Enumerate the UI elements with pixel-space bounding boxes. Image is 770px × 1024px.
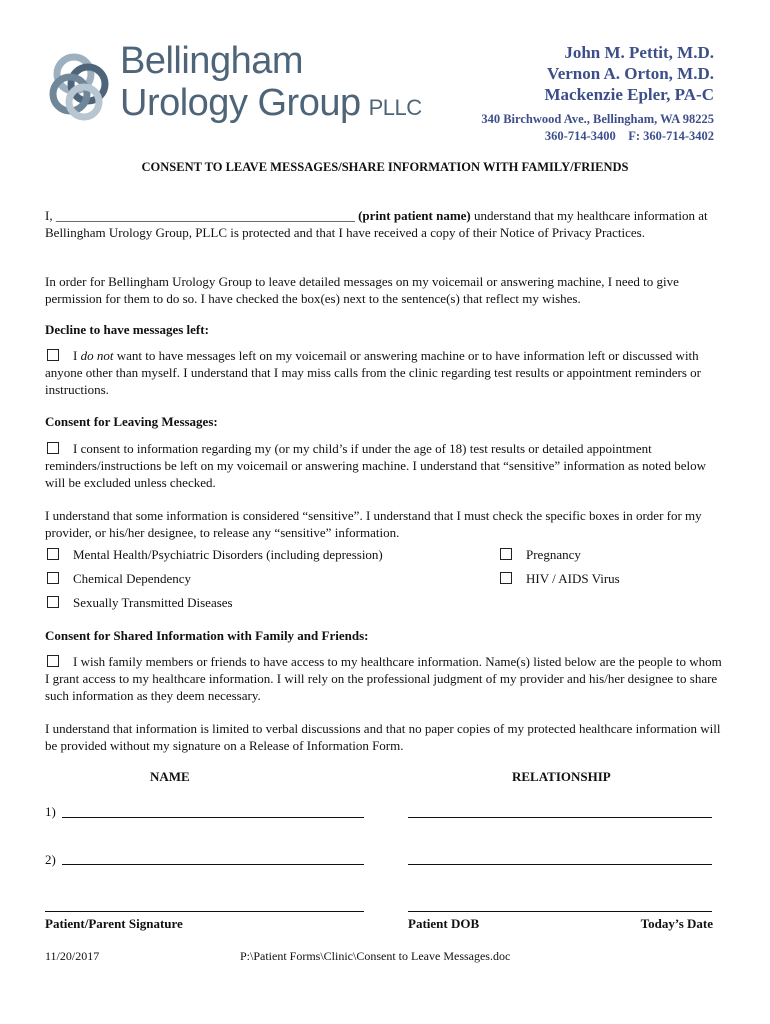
option-mental-health	[45, 546, 383, 563]
todays-date-label: Today’s Date	[640, 916, 713, 931]
row-2-relationship-field[interactable]	[408, 864, 712, 865]
mental-health-label: Mental Health/Psychiatric Disorders (including depression)	[73, 547, 383, 562]
shared-paragraph	[45, 653, 725, 704]
logo-pllc: PLLC	[368, 95, 422, 120]
sensitive-paragraph: I understand that some information is considered “sensitive”. I understand that I must check the specific boxes in order for my provider, or his/her designee, to release any “sensitive” information.	[45, 508, 702, 540]
document-title: CONSENT TO LEAVE MESSAGES/SHARE INFORMATION WITH FAMILY/FRIENDS	[141, 160, 629, 174]
row-1-name-field[interactable]	[62, 817, 364, 818]
consent-heading: Consent for Leaving Messages:	[45, 414, 218, 429]
intro-bold: (print patient name)	[354, 208, 471, 223]
hiv-checkbox[interactable]	[500, 572, 512, 584]
option-chemical	[45, 570, 191, 587]
logo-group: Urology Group	[120, 82, 361, 124]
hiv-label: HIV / AIDS Virus	[526, 571, 620, 586]
row-1-label: 1)	[45, 804, 56, 819]
decline-checkbox[interactable]	[47, 349, 59, 361]
chemical-checkbox[interactable]	[47, 572, 59, 584]
consent-checkbox[interactable]	[47, 442, 59, 454]
option-hiv	[498, 570, 620, 587]
option-std	[45, 594, 233, 611]
row-2-name-field[interactable]	[62, 864, 364, 865]
decline-text-a: I	[73, 348, 81, 363]
decline-paragraph	[45, 347, 725, 398]
dob-date-field[interactable]	[408, 911, 712, 912]
pregnancy-label: Pregnancy	[526, 547, 581, 562]
shared-heading: Consent for Shared Information with Family and Friends:	[45, 628, 369, 643]
decline-text-b: want to have messages left on my voicemail or answering machine or to have information left or discussed with anyone other than myself. I understand that I may miss calls from the clinic regarding test results or appointment reminders or instructions.	[45, 348, 701, 397]
pregnancy-checkbox[interactable]	[500, 548, 512, 560]
signature-label: Patient/Parent Signature	[45, 916, 183, 931]
shared-text: I wish family members or friends to have access to my healthcare information. Name(s) listed below are the people to whom I grant access to my healthcare information. I will rely on the professional judgment of my provider and his/her designee to share such information as they deem necessary.	[45, 654, 722, 703]
relationship-header: RELATIONSHIP	[512, 769, 611, 784]
option-pregnancy	[498, 546, 581, 563]
mental-health-checkbox[interactable]	[47, 548, 59, 560]
logo-rings-icon	[44, 40, 120, 136]
patient-name-field[interactable]: ______________________________________________	[55, 208, 355, 223]
clinic-phone: 360-714-3400 F: 360-714-3402	[544, 129, 714, 143]
signature-field[interactable]	[45, 911, 364, 912]
name-header: NAME	[150, 769, 190, 784]
intro-rest: understand that my healthcare information at Bellingham Urology Group, PLLC is protected and that I have received a copy of their Notice of Privacy Practices.	[45, 208, 708, 240]
limited-paragraph: I understand that information is limited to verbal discussions and that no paper copies of my protected healthcare information will be provided without my signature on a Release of Information Form.	[45, 721, 721, 753]
decline-heading: Decline to have messages left:	[45, 322, 209, 337]
logo	[44, 40, 422, 136]
footer-path: P:\Patient Forms\Clinic\Consent to Leave Messages.doc	[240, 949, 511, 963]
logo-line-1: Bellingham	[120, 40, 303, 82]
provider-block	[481, 42, 714, 145]
intro-prefix: I,	[45, 208, 56, 223]
consent-text: I consent to information regarding my (or my child’s if under the age of 18) test results or detailed appointment reminders/instructions be left on my voicemail or answering machine. I understand that “sensitive” information as noted below will be excluded unless checked.	[45, 441, 707, 490]
intro-paragraph	[45, 207, 725, 241]
std-label: Sexually Transmitted Diseases	[73, 595, 233, 610]
shared-checkbox[interactable]	[47, 655, 59, 667]
footer-date: 11/20/2017	[45, 949, 100, 963]
logo-line-2	[120, 84, 422, 122]
provider-name-3: Mackenzie Epler, PA-C	[544, 85, 714, 104]
logo-wordmark	[120, 42, 422, 122]
consent-paragraph	[45, 440, 725, 491]
permission-paragraph: In order for Bellingham Urology Group to leave detailed messages on my voicemail or answering machine, I need to give permission for them to do so. I have checked the box(es) next to the sentence(s) that reflect my wishes.	[45, 274, 679, 306]
chemical-label: Chemical Dependency	[73, 571, 192, 586]
provider-name-1: John M. Pettit, M.D.	[564, 43, 714, 62]
std-checkbox[interactable]	[47, 596, 59, 608]
row-1-relationship-field[interactable]	[408, 817, 712, 818]
provider-name-2: Vernon A. Orton, M.D.	[546, 64, 714, 83]
dob-label: Patient DOB	[408, 916, 480, 931]
row-2-label: 2)	[45, 852, 56, 867]
decline-text-em: do not	[80, 348, 114, 363]
clinic-address: 340 Birchwood Ave., Bellingham, WA 98225	[481, 112, 714, 126]
